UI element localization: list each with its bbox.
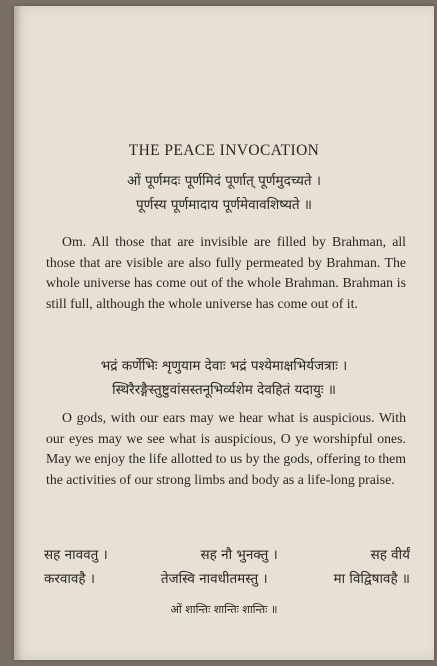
page-title: THE PEACE INVOCATION [128,142,320,159]
sanskrit-verse-purnamadah [14,169,434,217]
translation-paragraph-1: Om. All those that are invisible are filled by Brahman, all those that are visible are also fully permeated by Brahman. The whole universe has come out of the whole Brahman. Brahman is still full, although the whole universe has come out of it. [46,234,406,311]
verse-phrase: तेजस्वि नावधीतमस्तु । [160,571,268,587]
verse-phrase: मा विद्विषावहै ॥ [333,571,410,587]
book-page [14,6,434,660]
sanskrit-verse-bhadram [14,354,434,402]
sanskrit-verse-sahanavavatu [44,543,410,591]
verse-line: ओं पूर्णमदः पूर्णमिदं पूर्णात् पूर्णमुदच्यते । [126,173,322,189]
verse-phrase: करवावहै । [44,571,95,587]
page-edge-shadow [14,6,22,660]
translation-paragraph-2: O gods, with our ears may we hear what is auspicious. With our eyes may we see what is auspicious, O ye worshipful ones. May we enjoy the life allotted to us by the gods, offering to them the activities of our strong limbs and body as a life-long praise. [46,410,406,487]
verse-line: पूर्णस्य पूर्णमादाय पूर्णमेवावशिष्यते ॥ [136,197,312,213]
verse-line [44,567,410,591]
verse-phrase: सह नाववतु । [44,547,108,563]
verse-line: भद्रं कर्णेभिः शृणुयाम देवाः भद्रं पश्येमाक्षभिर्यजत्राः । [100,358,348,374]
verse-phrase: सह वीर्यं [370,547,410,563]
shanti-line: ओं शान्तिः शान्तिः शान्तिः ॥ [170,603,278,616]
verse-line: स्थिरैरङ्गैस्तुष्टुवांसस्तनूभिर्व्यशेम देवहितं यदायुः ॥ [112,382,336,398]
verse-phrase: सह नौ भुनक्तु । [200,547,278,563]
verse-line [44,543,410,567]
